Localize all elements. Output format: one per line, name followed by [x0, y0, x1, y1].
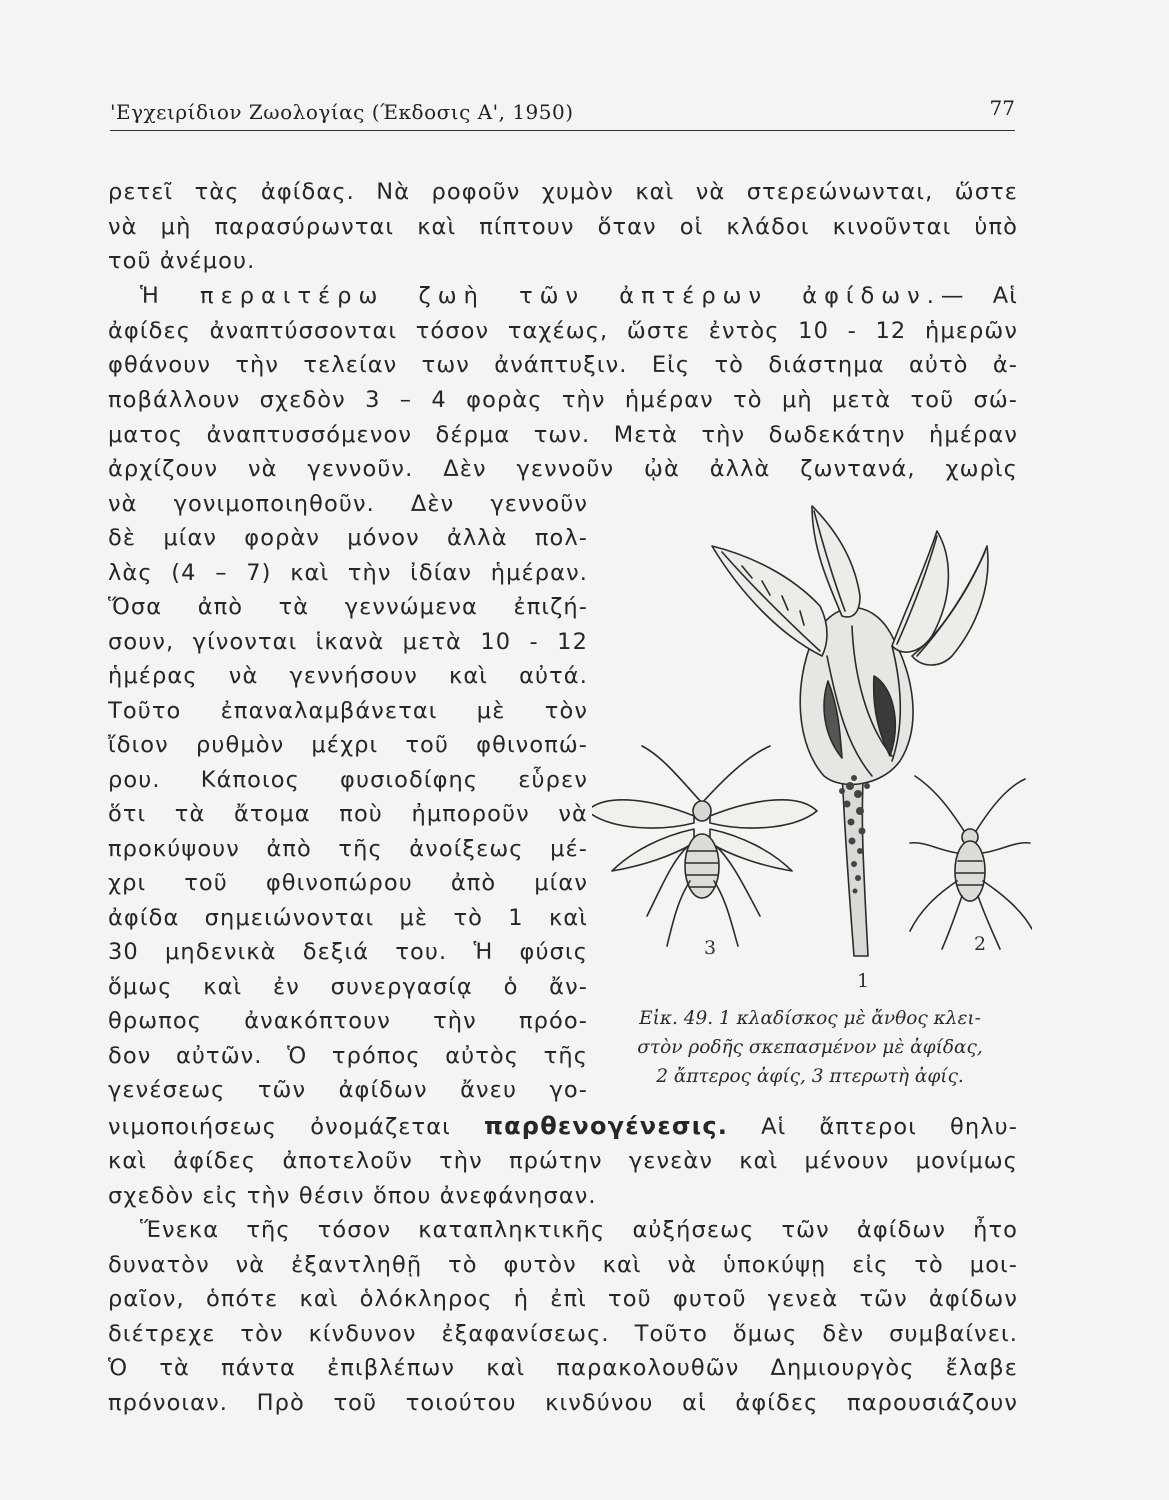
key-term: παρθενογένεσις. — [483, 1112, 729, 1140]
text-line: ραῖον, ὁπότε καὶ ὁλόκληρος ἡ ἐπὶ τοῦ φυτοῦ γενεὰ τῶν ἀφίδων — [108, 1286, 1018, 1312]
section-heading-line — [140, 279, 1018, 314]
text-line: δον αὐτῶν. Ὁ τρόπος αὐτὸς τῆς — [108, 1043, 588, 1069]
text-line: ἀρχίζουν νὰ γεννοῦν. Δὲν γεννοῦν ᾠὰ ἀλλὰ ζωντανά, χωρὶς — [108, 456, 1018, 482]
text-line: νὰ μὴ παρασύρωνται καὶ πίπτουν ὅταν οἱ κλάδοι κινοῦνται ὑπὸ — [108, 214, 1018, 240]
text-fragment: νιμοποιήσεως ὀνομάζεται — [108, 1114, 451, 1140]
text-line: φθάνουν τὴν τελείαν των ἀνάπτυξιν. Εἰς τὸ διάστημα αὐτὸ ἀ- — [108, 352, 1018, 378]
text-line: τοῦ ἀνέμου. — [108, 248, 256, 274]
text-line: σχεδὸν εἰς τὴν θέσιν ὅπου ἀνεφάνησαν. — [108, 1183, 597, 1209]
figure-label-2: 2 — [974, 933, 987, 955]
text-line: θρωπος ἀνακόπτουν τὴν πρόο- — [108, 1008, 588, 1034]
section-heading: Ἡ περαιτέρω ζωὴ τῶν ἀπτέρων ἀφίδων. — [140, 283, 941, 309]
text-line: Ὁ τὰ πάντα ἐπιβλέπων καὶ παρακολουθῶν Δημιουργὸς ἔλαβε — [108, 1355, 1018, 1381]
text-line: 30 μηδενικὰ δεξιά του. Ἡ φύσις — [108, 939, 588, 965]
book-title: 'Εγχειρίδιον Ζωολογίας (Έκδοσις Α', 1950) — [110, 100, 574, 124]
aphid-illustration — [592, 486, 1032, 991]
caption-line: 2 ἄπτερος ἀφίς, 3 πτερωτὴ ἀφίς. — [656, 1066, 964, 1087]
text-line: δυνατὸν νὰ ἐξαντληθῇ τὸ φυτὸν καὶ νὰ ὑποκύψῃ εἰς τὸ μοι- — [108, 1252, 1018, 1278]
text-line: καὶ ἀφίδες ἀποτελοῦν τὴν πρώτην γενεὰν καὶ μένουν μονίμως — [108, 1148, 1018, 1174]
text-line-with-term — [108, 1109, 1018, 1144]
text-line: πρόνοιαν. Πρὸ τοῦ τοιούτου κινδύνου αἱ ἀφίδες παρουσιάζουν — [108, 1390, 1018, 1416]
text-line: Ὅσα ἀπὸ τὰ γεννώμενα ἐπιζή- — [108, 594, 588, 620]
text-line: Τοῦτο ἐπαναλαμβάνεται μὲ τὸν — [108, 698, 588, 724]
text-line: ρου. Κάποιος φυσιοδίφης εὗρεν — [108, 767, 588, 793]
text-line: ρετεῖ τὰς ἀφίδας. Νὰ ροφοῦν χυμὸν καὶ νὰ στερεώνωνται, ὥστε — [108, 179, 1018, 205]
caption-line: στὸν ροδῆς σκεπασμένον μὲ ἀφίδας, — [637, 1037, 983, 1058]
text-line: δὲ μίαν φορὰν μόνον ἀλλὰ πολ- — [108, 525, 588, 551]
figure-label-3: 3 — [704, 937, 717, 959]
winged-aphid — [592, 746, 817, 946]
text-fragment: Αἱ ἄπτεροι θηλυ- — [761, 1114, 1018, 1140]
text-line: ματος ἀναπτυσσόμενον δέρμα των. Μετὰ τὴν δωδεκάτην ἡμέραν — [108, 422, 1018, 448]
text-line: ἀφίδες ἀναπτύσσονται τόσον ταχέως, ὥστε ἐντὸς 10 - 12 ἡμερῶν — [108, 318, 1018, 344]
text-line: νὰ γονιμοποιηθοῦν. Δὲν γεννοῦν — [108, 491, 588, 517]
caption-line: Εἰκ. 49. 1 κλαδίσκος μὲ ἄνθος κλει- — [639, 1008, 981, 1029]
text-line: ἴδιον ρυθμὸν μέχρι τοῦ φθινοπώ- — [108, 732, 588, 758]
text-line: χρι τοῦ φθινοπώρου ἀπὸ μίαν — [108, 870, 588, 896]
running-header — [110, 98, 1015, 131]
aphid-drawing — [592, 486, 1032, 991]
text-line: γενέσεως τῶν ἀφίδων ἄνευ γο- — [108, 1077, 588, 1103]
text-line: ποβάλλουν σχεδὸν 3 – 4 φορὰς τὴν ἡμέραν τὸ μὴ μετὰ τοῦ σώ- — [108, 387, 1018, 413]
text-line: προκύψουν ἀπὸ τῆς ἀνοίξεως μέ- — [108, 836, 588, 862]
text-line: λὰς (4 – 7) καὶ τὴν ἰδίαν ἡμέραν. — [108, 560, 588, 586]
page-number: 77 — [989, 96, 1015, 120]
text-line: Ἕνεκα τῆς τόσον καταπληκτικῆς αὐξήσεως τῶν ἀφίδων ἦτο — [140, 1217, 1018, 1243]
text-line: ἀφίδα σημειώνονται μὲ τὸ 1 καὶ — [108, 905, 588, 931]
heading-continuation: — Αἱ — [940, 283, 1019, 309]
text-line: διέτρεχε τὸν κίνδυνον ἐξαφανίσεως. Τοῦτο ὅμως δὲν συμβαίνει. — [108, 1321, 1018, 1347]
figure-label-1: 1 — [857, 970, 870, 992]
wingless-aphid — [910, 776, 1032, 949]
text-line: σουν, γίνονται ἱκανὰ μετὰ 10 - 12 — [108, 629, 588, 655]
text-line: ὅτι τὰ ἄτομα ποὺ ἠμποροῦν νὰ — [108, 801, 588, 827]
text-line: ὅμως καὶ ἐν συνεργασίᾳ ὁ ἄν- — [108, 974, 588, 1000]
figure-caption — [604, 1004, 1016, 1091]
text-line: ἡμέρας νὰ γεννήσουν καὶ αὐτά. — [108, 663, 588, 689]
